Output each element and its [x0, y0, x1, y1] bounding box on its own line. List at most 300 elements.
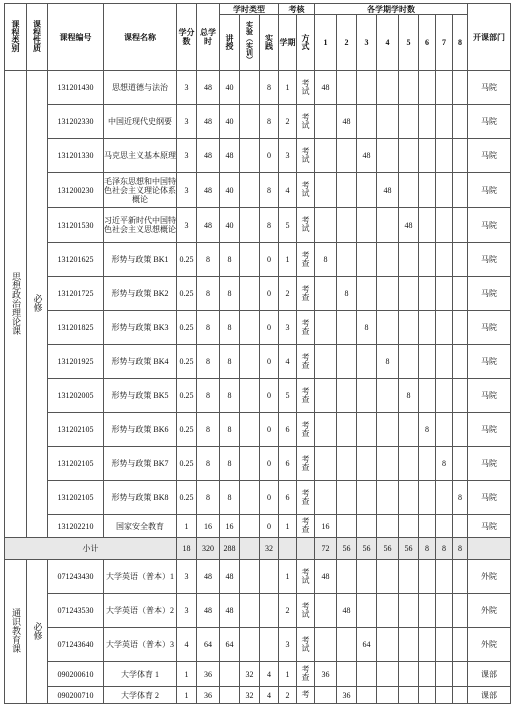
semester-hours: [315, 105, 337, 139]
course-method: [297, 243, 315, 277]
course-dept: 马院: [468, 447, 511, 481]
header-category: 课程类别: [5, 4, 27, 71]
course-total-hours: 48: [197, 594, 220, 628]
course-method-text: 考试: [301, 601, 310, 618]
semester-hours: 48: [357, 139, 377, 173]
semester-hours: [315, 628, 337, 662]
course-semester: 4: [279, 173, 297, 208]
course-row: [5, 560, 511, 594]
course-credits: 3: [177, 208, 197, 243]
curriculum-table: [4, 3, 511, 704]
course-name: 大学体育 2: [104, 687, 177, 704]
semester-hours: [357, 173, 377, 208]
semester-hours: [399, 243, 419, 277]
course-experiment-hours: [240, 515, 260, 538]
course-total-hours: 48: [197, 173, 220, 208]
semester-hours: [419, 594, 436, 628]
semester-hours: [419, 139, 436, 173]
course-code: 131201530: [48, 208, 104, 243]
course-semester: 5: [279, 379, 297, 413]
semester-hours: 8: [419, 413, 436, 447]
course-method: [297, 413, 315, 447]
course-semester: 6: [279, 413, 297, 447]
course-credits: 0.25: [177, 379, 197, 413]
course-experiment-hours: [240, 105, 260, 139]
semester-hours: [377, 481, 399, 515]
semester-hours: [377, 687, 399, 704]
course-row: [5, 687, 511, 704]
semester-hours: [399, 594, 419, 628]
course-name: 形势与政策 BK8: [104, 481, 177, 515]
subtotal-credits: 18: [177, 538, 197, 560]
course-practice-hours: 0: [260, 345, 279, 379]
header-semester: 学期: [279, 15, 297, 71]
course-method-text: 考试: [301, 181, 310, 197]
course-method: [297, 515, 315, 538]
course-semester: 1: [279, 243, 297, 277]
semester-hours: [357, 208, 377, 243]
semester-hours: [399, 481, 419, 515]
course-dept: 马院: [468, 139, 511, 173]
semester-hours: [337, 447, 357, 481]
semester-hours: 48: [399, 208, 419, 243]
semester-hours: [436, 560, 453, 594]
course-total-hours: 8: [197, 413, 220, 447]
semester-hours: [377, 105, 399, 139]
course-lecture-hours: 48: [220, 594, 240, 628]
semester-hours: [419, 515, 436, 538]
course-total-hours: 8: [197, 379, 220, 413]
header-sem-1: 1: [315, 15, 337, 71]
semester-hours: [337, 560, 357, 594]
course-experiment-hours: [240, 277, 260, 311]
course-lecture-hours: 8: [220, 311, 240, 345]
course-dept: 外院: [468, 560, 511, 594]
semester-hours: [436, 139, 453, 173]
course-experiment-hours: 32: [240, 662, 260, 687]
semester-hours: [377, 71, 399, 105]
semester-hours: [419, 481, 436, 515]
course-experiment-hours: [240, 71, 260, 105]
semester-hours: [419, 345, 436, 379]
semester-hours: [357, 413, 377, 447]
course-name: 形势与政策 BK1: [104, 243, 177, 277]
course-name: 大学英语（普本）2: [104, 594, 177, 628]
semester-hours: [419, 105, 436, 139]
semester-hours: [419, 311, 436, 345]
course-lecture-hours: 48: [220, 560, 240, 594]
semester-hours: 8: [337, 277, 357, 311]
course-semester: 2: [279, 277, 297, 311]
course-experiment-hours: [240, 173, 260, 208]
semester-hours: [377, 560, 399, 594]
course-practice-hours: 4: [260, 687, 279, 704]
header-total-hours: 总学时: [197, 4, 220, 71]
semester-hours: [419, 662, 436, 687]
semester-hours: [357, 687, 377, 704]
semester-hours: [377, 208, 399, 243]
course-semester: 1: [279, 662, 297, 687]
course-credits: 3: [177, 560, 197, 594]
subtotal-dept: [468, 538, 511, 560]
semester-hours: [419, 687, 436, 704]
semester-hours: [377, 594, 399, 628]
course-lecture-hours: 8: [220, 277, 240, 311]
course-dept: 外院: [468, 628, 511, 662]
course-dept: 马院: [468, 243, 511, 277]
course-practice-hours: 0: [260, 311, 279, 345]
semester-hours: [419, 173, 436, 208]
course-method: [297, 481, 315, 515]
course-row: [5, 71, 511, 105]
semester-hours: [377, 139, 399, 173]
semester-hours: [357, 379, 377, 413]
header-hours-type: 学时类型: [220, 4, 279, 15]
semester-hours: [357, 447, 377, 481]
semester-hours: 8: [399, 379, 419, 413]
course-semester: 2: [279, 687, 297, 704]
semester-hours: [399, 687, 419, 704]
course-credits: 0.25: [177, 481, 197, 515]
semester-hours: [436, 345, 453, 379]
course-code: 090200610: [48, 662, 104, 687]
course-lecture-hours: 40: [220, 71, 240, 105]
course-semester: 1: [279, 515, 297, 538]
header-method: 方式: [297, 15, 315, 71]
semester-hours: [436, 71, 453, 105]
semester-hours: [337, 139, 357, 173]
semester-hours: [315, 173, 337, 208]
semester-hours: 64: [357, 628, 377, 662]
semester-hours: [399, 413, 419, 447]
header-sem-4: 4: [377, 15, 399, 71]
course-credits: 0.25: [177, 447, 197, 481]
subtotal-lecture: 288: [220, 538, 240, 560]
semester-hours: 36: [315, 662, 337, 687]
course-semester: 3: [279, 311, 297, 345]
course-method: [297, 71, 315, 105]
course-semester: 3: [279, 628, 297, 662]
course-practice-hours: 0: [260, 515, 279, 538]
course-code: 131201925: [48, 345, 104, 379]
semester-hours: [436, 515, 453, 538]
course-total-hours: 8: [197, 277, 220, 311]
semester-hours: [453, 243, 468, 277]
semester-hours: [399, 105, 419, 139]
course-lecture-hours: 64: [220, 628, 240, 662]
course-lecture-hours: 8: [220, 243, 240, 277]
course-semester: 3: [279, 139, 297, 173]
course-row: [5, 594, 511, 628]
course-practice-hours: 0: [260, 243, 279, 277]
course-lecture-hours: 8: [220, 379, 240, 413]
course-code: 131201825: [48, 311, 104, 345]
course-lecture-hours: 16: [220, 515, 240, 538]
course-experiment-hours: [240, 594, 260, 628]
group-nature-text: 必修: [32, 621, 43, 640]
semester-hours: [436, 105, 453, 139]
course-code: 131202005: [48, 379, 104, 413]
course-credits: 0.25: [177, 243, 197, 277]
course-total-hours: 36: [197, 662, 220, 687]
course-lecture-hours: 40: [220, 105, 240, 139]
semester-hours: [436, 208, 453, 243]
course-row: [5, 447, 511, 481]
course-semester: 5: [279, 208, 297, 243]
course-lecture-hours: [220, 687, 240, 704]
course-code: 131201625: [48, 243, 104, 277]
course-total-hours: 48: [197, 208, 220, 243]
course-semester: 4: [279, 345, 297, 379]
course-experiment-hours: [240, 208, 260, 243]
course-method: [297, 139, 315, 173]
semester-hours: [315, 447, 337, 481]
semester-hours: [357, 594, 377, 628]
semester-hours: [453, 139, 468, 173]
header-sem-3: 3: [357, 15, 377, 71]
semester-hours: [436, 413, 453, 447]
course-dept: 马院: [468, 345, 511, 379]
semester-hours: [357, 515, 377, 538]
course-method: [297, 447, 315, 481]
semester-hours: [337, 208, 357, 243]
semester-hours: [453, 105, 468, 139]
semester-hours: [436, 628, 453, 662]
header-sem-6: 6: [419, 15, 436, 71]
course-credits: 4: [177, 628, 197, 662]
course-lecture-hours: 40: [220, 173, 240, 208]
semester-hours: [337, 311, 357, 345]
course-practice-hours: 0: [260, 413, 279, 447]
course-row: [5, 628, 511, 662]
course-method-text: 考查: [301, 318, 310, 335]
semester-hours: [377, 662, 399, 687]
course-dept: 马院: [468, 413, 511, 447]
course-credits: 1: [177, 515, 197, 538]
course-row: [5, 243, 511, 277]
semester-hours: [436, 687, 453, 704]
course-method-text: 考查: [301, 420, 310, 437]
course-credits: 0.25: [177, 311, 197, 345]
course-row: [5, 311, 511, 345]
semester-hours: [453, 379, 468, 413]
group-category-text: 通识教育课: [11, 608, 21, 653]
semester-hours: [436, 662, 453, 687]
subtotal-semester-hours: 56: [337, 538, 357, 560]
course-practice-hours: 4: [260, 662, 279, 687]
group-category: [5, 71, 27, 538]
course-method-text: 考试: [301, 78, 310, 95]
course-total-hours: 48: [197, 105, 220, 139]
header-sem-2: 2: [337, 15, 357, 71]
header-per-semester: 各学期学时数: [315, 4, 468, 15]
semester-hours: [419, 560, 436, 594]
semester-hours: 8: [315, 243, 337, 277]
semester-hours: [377, 515, 399, 538]
course-name: 形势与政策 BK7: [104, 447, 177, 481]
course-experiment-hours: [240, 379, 260, 413]
semester-hours: [337, 413, 357, 447]
subtotal-label: 小计: [5, 538, 177, 560]
course-method: [297, 105, 315, 139]
course-practice-hours: [260, 560, 279, 594]
course-semester: 6: [279, 481, 297, 515]
course-credits: 3: [177, 173, 197, 208]
course-total-hours: 8: [197, 243, 220, 277]
course-total-hours: 48: [197, 139, 220, 173]
course-method-text: 考查: [301, 454, 310, 471]
course-code: 071243530: [48, 594, 104, 628]
semester-hours: [453, 311, 468, 345]
semester-hours: 48: [377, 173, 399, 208]
course-code: 071243430: [48, 560, 104, 594]
semester-hours: [419, 447, 436, 481]
semester-hours: [337, 345, 357, 379]
semester-hours: [337, 481, 357, 515]
semester-hours: [357, 71, 377, 105]
course-name: 中国近现代史纲要: [104, 105, 177, 139]
subtotal-semester-hours: 56: [357, 538, 377, 560]
course-practice-hours: 0: [260, 277, 279, 311]
course-name: 形势与政策 BK4: [104, 345, 177, 379]
semester-hours: [357, 560, 377, 594]
semester-hours: [436, 379, 453, 413]
course-lecture-hours: 8: [220, 413, 240, 447]
semester-hours: 16: [315, 515, 337, 538]
semester-hours: [337, 243, 357, 277]
semester-hours: [315, 481, 337, 515]
semester-hours: [357, 277, 377, 311]
course-code: 131202105: [48, 447, 104, 481]
semester-hours: 8: [453, 481, 468, 515]
header-experiment: 实验（实训）: [240, 15, 260, 71]
semester-hours: [315, 379, 337, 413]
header-sem-5: 5: [399, 15, 419, 71]
semester-hours: 36: [337, 687, 357, 704]
header-assessment: 考核: [279, 4, 315, 15]
course-method-text: 考: [301, 690, 310, 698]
course-experiment-hours: [240, 345, 260, 379]
semester-hours: [436, 311, 453, 345]
semester-hours: [315, 311, 337, 345]
course-method: [297, 560, 315, 594]
semester-hours: [315, 594, 337, 628]
semester-hours: [453, 560, 468, 594]
semester-hours: 48: [337, 594, 357, 628]
course-dept: 马院: [468, 71, 511, 105]
header-practice: 实践: [260, 15, 279, 71]
semester-hours: [315, 413, 337, 447]
course-name: 习近平新时代中国特色社会主义思想概论: [104, 208, 177, 243]
course-lecture-hours: 8: [220, 447, 240, 481]
course-name: 大学英语（普本）3: [104, 628, 177, 662]
header-sem-7: 7: [436, 15, 453, 71]
semester-hours: [337, 173, 357, 208]
semester-hours: 8: [377, 345, 399, 379]
semester-hours: [399, 311, 419, 345]
group-nature: [27, 71, 48, 538]
semester-hours: [399, 139, 419, 173]
semester-hours: [453, 687, 468, 704]
semester-hours: [337, 379, 357, 413]
semester-hours: [453, 71, 468, 105]
semester-hours: [419, 277, 436, 311]
course-practice-hours: 8: [260, 105, 279, 139]
semester-hours: [453, 594, 468, 628]
subtotal-semester-hours: 8: [419, 538, 436, 560]
course-method-text: 考查: [301, 284, 310, 301]
course-semester: 2: [279, 105, 297, 139]
course-method-text: 考查: [301, 488, 310, 505]
course-method: [297, 277, 315, 311]
course-experiment-hours: [240, 139, 260, 173]
course-credits: 1: [177, 662, 197, 687]
course-row: [5, 662, 511, 687]
group-nature-text: 必修: [32, 294, 43, 312]
course-method: [297, 173, 315, 208]
course-experiment-hours: [240, 413, 260, 447]
group-category: [5, 560, 27, 704]
course-dept: 马院: [468, 311, 511, 345]
semester-hours: [315, 687, 337, 704]
course-name: 形势与政策 BK5: [104, 379, 177, 413]
subtotal-semester-hours: 8: [453, 538, 468, 560]
course-row: [5, 105, 511, 139]
header-credits: 学分数: [177, 4, 197, 71]
course-semester: 6: [279, 447, 297, 481]
semester-hours: [337, 515, 357, 538]
semester-hours: [357, 243, 377, 277]
course-method-text: 考查: [301, 665, 310, 681]
course-dept: 外院: [468, 594, 511, 628]
semester-hours: [399, 662, 419, 687]
course-method: [297, 594, 315, 628]
course-name: 国家安全教育: [104, 515, 177, 538]
course-dept: 马院: [468, 208, 511, 243]
course-name: 思想道德与法治: [104, 71, 177, 105]
course-total-hours: 16: [197, 515, 220, 538]
subtotal-total-hours: 320: [197, 538, 220, 560]
semester-hours: [357, 345, 377, 379]
course-method: [297, 311, 315, 345]
semester-hours: [377, 413, 399, 447]
semester-hours: [399, 447, 419, 481]
course-row: [5, 515, 511, 538]
course-experiment-hours: [240, 628, 260, 662]
course-credits: 1: [177, 687, 197, 704]
course-code: 131201430: [48, 71, 104, 105]
semester-hours: [337, 628, 357, 662]
semester-hours: [436, 481, 453, 515]
course-lecture-hours: 48: [220, 139, 240, 173]
header-sem-8: 8: [453, 15, 468, 71]
course-method-text: 考试: [301, 146, 310, 163]
semester-hours: [357, 105, 377, 139]
course-method-text: 考查: [301, 352, 310, 369]
course-practice-hours: [260, 628, 279, 662]
course-method: [297, 628, 315, 662]
semester-hours: [453, 277, 468, 311]
course-row: [5, 481, 511, 515]
semester-hours: [357, 662, 377, 687]
course-total-hours: 36: [197, 687, 220, 704]
semester-hours: 48: [337, 105, 357, 139]
subtotal-semester-hours: 8: [436, 538, 453, 560]
course-experiment-hours: [240, 447, 260, 481]
course-row: [5, 413, 511, 447]
course-total-hours: 64: [197, 628, 220, 662]
semester-hours: [377, 379, 399, 413]
